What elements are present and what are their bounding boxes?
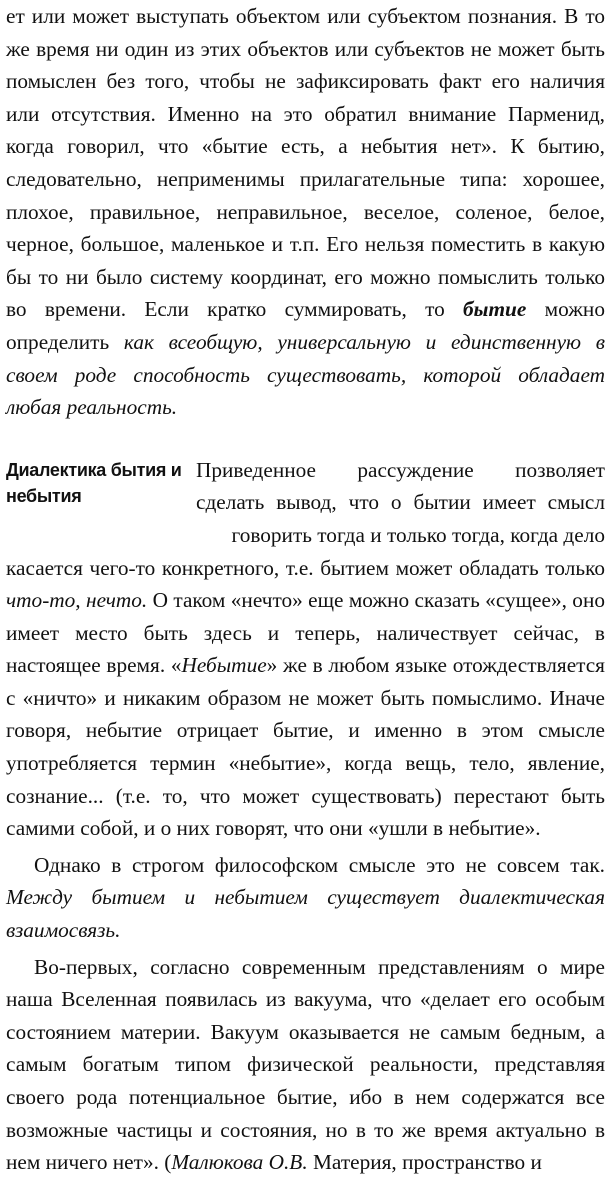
text-run: можно определить <box>6 297 605 354</box>
text-run: касается чего-то конкретного, т.е. бытием может обладать только <box>6 555 605 580</box>
author-name: Малюкова О.В. <box>171 1150 308 1175</box>
section-heading: Диалектика бытия и небытия <box>6 459 182 506</box>
section-dialectics <box>6 454 605 552</box>
text-run: Однако в строгом философском смысле это не совсем так. <box>34 852 605 877</box>
text-run: Во-первых, согласно современным представлениям о мире наша Вселенная появилась из вакуума, что «делает его особым состоянием материи. Вакуум оказывается не самым бедным, а самым богатым типом физической реальности, представляя своего рода потенциальное бытие, ибо в нем содержатся все возможные частицы и состояния, но в то же время актуально в нем ничего нет». ( <box>6 954 605 1175</box>
dialectical-link-italic: Между бытием и небытием существует диалектическая взаимосвязь. <box>6 885 605 943</box>
text-run: ет или может выступать объектом или субъектом познания. В то же время ни один из этих объектов или субъектов не может быть помыслен без того, чтобы не зафиксировать факт его наличия или отсутствия. Именно на это обратил внимание Парменид, когда говорил, что «бытие есть, а небытия нет». К бытию, следовательно, неприменимы прилагательные типа: хорошее, плохое, правильное, неправильное, веселое, соленое, белое, черное, большое, маленькое и т.п. Его нельзя поместить в какую бы то ни было систему координат, его можно помыслить только во времени. Если кратко суммировать, то <box>6 4 605 322</box>
section-intro-line: сделать вывод, что о бытии имеет смысл <box>196 490 605 515</box>
paragraph-being-definition <box>6 0 605 424</box>
something-italic: что-то, нечто. <box>6 588 148 613</box>
text-run: » же в любом языке отождествляется с «ничто» и никаким образом не может быть помыслимо. Иначе говоря, небытие отрицает бытие, и именно в этом смысле употребляется термин «небытие», когда вещь, тело, явление, сознание... (т.е. то, что может существовать) перестают быть самими собой, и о них говорят, что они «ушли в небытие». <box>6 653 605 841</box>
term-being: бытие <box>463 297 527 322</box>
section-intro-line: Приведенное рассуждение позволяет <box>196 457 605 482</box>
section-intro <box>196 454 605 552</box>
definition-italic: как всеобщую, универсальную и единственную в своем роде способность существовать, которой обладает любая реальность. <box>6 329 605 420</box>
text-run: Материя, пространство и <box>307 1150 542 1175</box>
text-run: О таком «нечто» еще можно сказать «сущее», оно имеет место быть здесь и теперь, наличествует сейчас, в настоящее время. « <box>6 588 605 678</box>
paragraph-nonbeing <box>6 552 605 845</box>
nonbeing-italic: Небытие <box>181 653 267 678</box>
section-intro-line: говорить тогда и только тогда, когда дело <box>231 522 605 547</box>
paragraph-dialectical-link <box>6 849 605 947</box>
paragraph-vacuum <box>6 951 605 1179</box>
